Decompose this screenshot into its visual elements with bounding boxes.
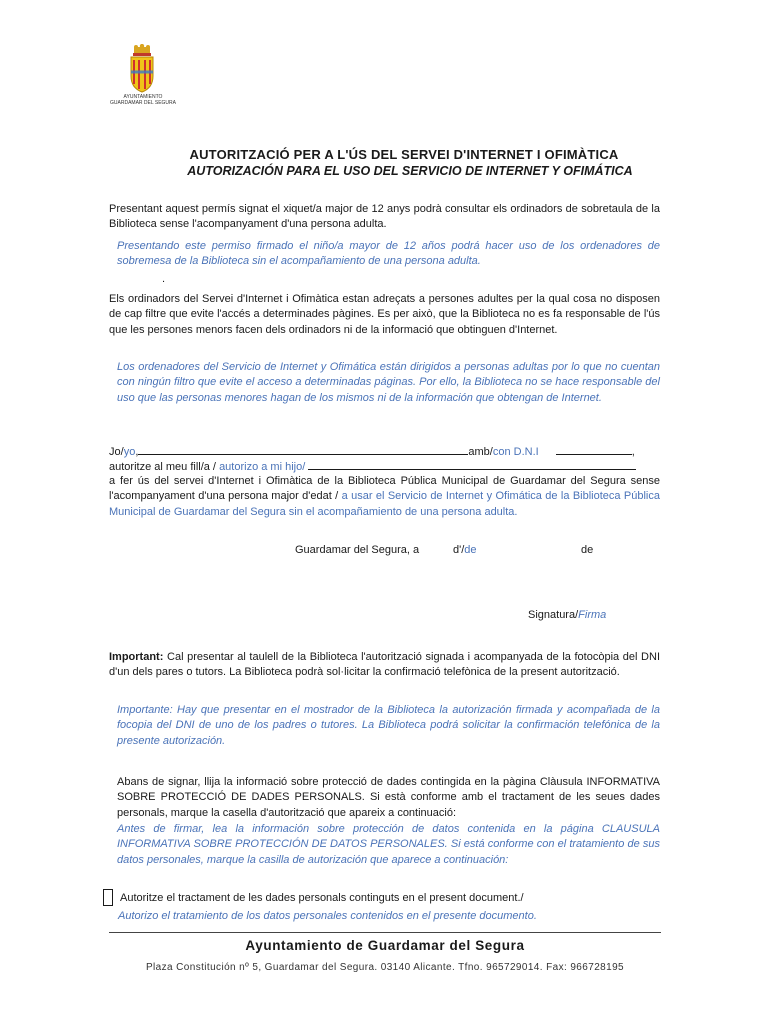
form-body-ca: a fer ús del servei d'Internet i Ofimàtica de la Biblioteca Pública Municipal de Guardamar del Segura sense l'acompanyament d'una persona major d'edat / — [109, 475, 660, 503]
de-ca-label: d'/ — [453, 544, 465, 556]
child-name-field[interactable] — [308, 459, 636, 470]
form-body-es: a usar el Servicio de Internet y Ofimática de la Biblioteca Pública Municipal de Guardamar del Segura sin el acompañamiento de una persona adulta. — [109, 490, 660, 518]
important-paragraph-es: Importante: Hay que presentar en el mostrador de la Biblioteca la autorización firmada y acompañada de la focopia del DNI de uno de los padres o tutores. La Biblioteca podrá solicitar la confirmación telefónica de la presente autorización. — [117, 704, 660, 747]
form-line-child — [109, 459, 636, 475]
signature-es: Firma — [578, 609, 607, 621]
consent-checkbox[interactable] — [103, 889, 113, 906]
stray-dot: . — [162, 273, 166, 285]
authorize-label-es: autorizo a mi hijo/ — [219, 461, 306, 473]
filter-paragraph-ca: Els ordinadors del Servei d'Internet i Ofimàtica estan adreçats a persones adultes per la qual cosa no disposen de cap filtre que evite l'accés a determinades pàgines. Es per això, que la Biblioteca no es fa responsable de l'ús que les persones menors facen dels ordinadors ni de la informació que obtinguen d'Internet. — [109, 293, 660, 336]
form-body-paragraph — [109, 474, 660, 520]
date-day-separator — [453, 543, 477, 558]
footer-address: Plaza Constitución nº 5, Guardamar del Segura. 03140 Alicante. Tfno. 965729014. Fax: 966728195 — [145, 962, 625, 973]
consent-label-es: Autorizo el tratamiento de los datos personales contenidos en el presente documento. — [118, 910, 537, 922]
title-spanish: AUTORIZACIÓN PARA EL USO DEL SERVICIO DE INTERNET Y OFIMÁTICA — [187, 164, 633, 178]
de-es-label: de — [464, 544, 477, 556]
important-text: Cal presentar al taulell de la Biblioteca l'autorització signada i acompanyada de la fotocòpia del DNI d'un dels pares o tutors. La Biblioteca podrà sol·licitar la confirmació telefònica de la present autorització. — [109, 651, 660, 679]
intro-paragraph-es: Presentando este permiso firmado el niño/a mayor de 12 años podrá hacer uso de los ordenadores de sobremesa de la Biblioteca sin el acompañamiento de una persona adulta. — [117, 240, 660, 268]
signature-ca: Signatura/ — [528, 609, 579, 621]
form-line-name: Jo/yo, amb/con D.N.I , — [109, 446, 635, 458]
filter-paragraph-es: Los ordenadores del Servicio de Internet y Ofimática están dirigidos a personas adultas por lo que no cuentan con ningún filtro que evite el acceso a determinadas páginas. Por ello, la Biblioteca no se hace responsable del uso que las personas menores hagan de los mismos ni de la información que obtengan de Internet. — [117, 361, 660, 404]
title-catalan: AUTORITZACIÓ PER A L'ÚS DEL SERVEI D'INTERNET I OFIMÀTICA — [189, 147, 619, 162]
jo-label: Jo/ — [109, 446, 124, 458]
privacy-paragraph-ca: Abans de signar, llija la informació sobre protecció de dades contingida en la pàgina Clàusula INFORMATIVA SOBRE PROTECCIÓ DE DADES PERSONALS. Si està conforme amb el tractament de les seues dades personals, marque la casella d'autorització que apareix a continuació: — [117, 776, 660, 819]
footer-title: Ayuntamiento de Guardamar del Segura — [245, 938, 525, 953]
authorize-label: autoritze al meu fill/a / — [109, 461, 216, 473]
signature-label — [528, 608, 606, 623]
consent-label-ca: Autoritze el tractament de les dades personals continguts en el present document./ — [120, 892, 524, 904]
intro-paragraph-ca: Presentant aquest permís signat el xiquet/a major de 12 anys podrà consultar els ordinadors de sobretaula de la Biblioteca sense l'acompanyament d'una persona adulta. — [109, 203, 660, 231]
privacy-paragraph-es: Antes de firmar, lea la información sobre protección de datos contenida en la página CLAUSULA INFORMATIVA SOBRE PROTECCIÓN DE DATOS PERSONALES. Si está conforme con el tratamiento de sus datos personales, marque la casilla de autorización que aparece a continuación: — [117, 823, 660, 866]
date-place: Guardamar del Segura, a — [295, 544, 420, 556]
date-year-separator: de — [581, 544, 594, 556]
yo-label: yo — [123, 446, 136, 458]
important-label: Important: — [109, 651, 164, 663]
amb-label: amb/ — [468, 446, 493, 458]
footer-divider — [109, 932, 661, 933]
logo-caption: AYUNTAMIENTO GUARDAMAR DEL SEGURA — [110, 94, 176, 106]
name-field[interactable] — [138, 444, 468, 455]
important-paragraph-ca — [109, 650, 660, 681]
dni-label: con D.N.I — [492, 446, 539, 458]
dni-field[interactable] — [556, 444, 632, 455]
